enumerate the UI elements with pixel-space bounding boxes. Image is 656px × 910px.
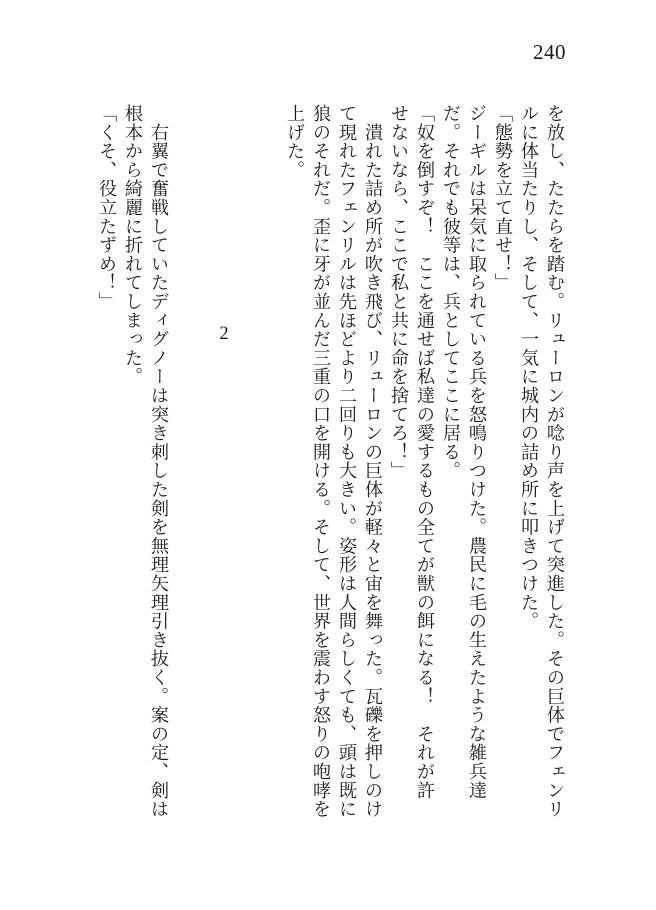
text-column: て現れたフェンリルは先ほどより二回りも大きい。姿形は人間らしくても、頭は既に	[336, 104, 357, 819]
text-column: 狼のそれだ。歪に牙が並んだ三重の口を開ける。そして、世界を震わす怒りの咆哮を	[310, 104, 331, 819]
text-column: 潰れた詰め所が吹き飛び、リューロンの巨体が軽々と宙を舞った。瓦礫を押しのけ	[362, 104, 383, 819]
text-column: せないなら、ここで私と共に命を捨てろ！」	[388, 104, 409, 480]
page-number: 240	[533, 40, 566, 64]
text-column: ルに体当たりし、そして、一気に城内の詰め所に叩きつけた。	[518, 104, 539, 631]
vertical-text-block	[48, 104, 568, 846]
text-column: だ。それでも彼等は、兵としてここに居る。	[440, 104, 461, 480]
text-column: 右翼で奮戦していたディグノーは突き刺した剣を無理矢理引き抜く。案の定、剣は	[148, 104, 169, 819]
text-column: ジーギルは呆気に取られている兵を怒鳴りつけた。農民に毛の生えたような雑兵達	[466, 104, 487, 800]
text-column: 根本から綺麗に折れてしまった。	[122, 104, 143, 386]
text-column: を放し、たたらを踏む。リューロンが唸り声を上げて突進した。その巨体でフェンリ	[544, 104, 565, 819]
text-column: 「態勢を立て直せ！」	[492, 104, 513, 292]
text-column: 「くそ、役立たずめ！」	[96, 104, 117, 311]
text-column: 「奴を倒すぞ！ ここを通せば私達の愛するもの全てが獣の餌になる！ それが許	[414, 104, 435, 800]
text-column: 上げた。	[284, 104, 305, 180]
section-heading: 2	[214, 324, 234, 344]
